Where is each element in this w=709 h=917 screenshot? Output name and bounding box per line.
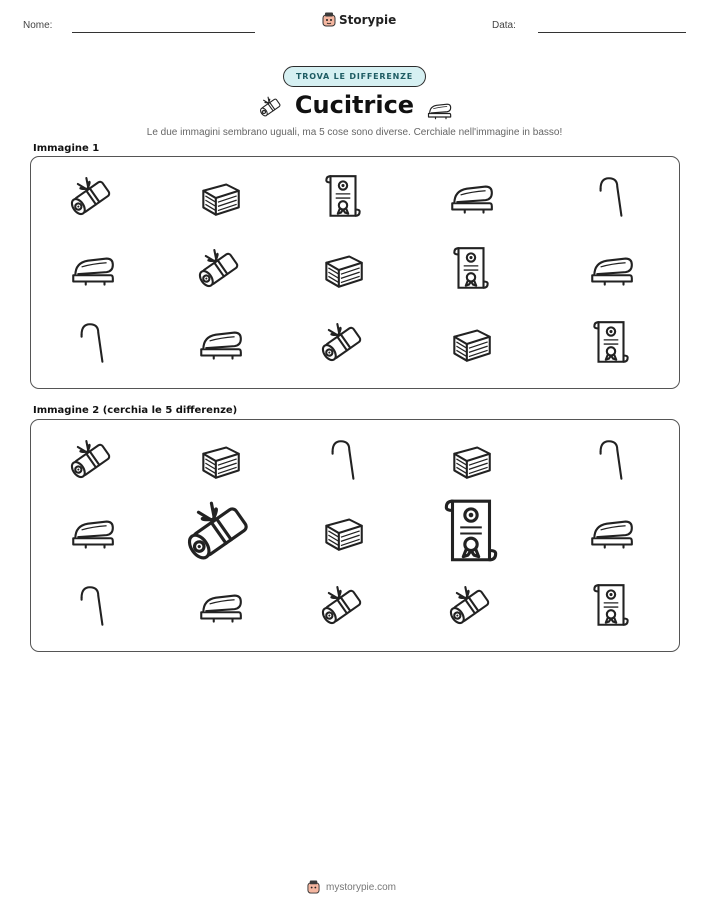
book-stack-icon[interactable] xyxy=(318,507,368,557)
stapler-icon xyxy=(586,244,636,294)
page-title: Cucitrice xyxy=(294,91,415,119)
diploma-scroll-icon xyxy=(195,244,245,294)
footer xyxy=(307,880,396,895)
cane-icon[interactable] xyxy=(318,435,368,485)
instructions: Le due immagini sembrano uguali, ma 5 cose sono diverse. Cerchiale nell'immagine in basso! xyxy=(146,127,563,138)
activity-badge: TROVA LE DIFFERENZE xyxy=(283,66,426,87)
image-1-panel xyxy=(30,156,680,389)
panel-1-label: Immagine 1 xyxy=(33,143,100,154)
diploma-scroll-icon[interactable] xyxy=(67,435,117,485)
book-stack-icon xyxy=(195,172,245,222)
title-diploma-scroll-icon xyxy=(258,94,284,124)
book-stack-icon[interactable] xyxy=(446,435,496,485)
name-label: Nome: xyxy=(23,20,53,31)
name-line[interactable] xyxy=(72,32,255,33)
diploma-scroll-icon[interactable] xyxy=(446,581,496,631)
date-line[interactable] xyxy=(538,32,686,33)
book-stack-icon xyxy=(318,244,368,294)
stapler-icon[interactable] xyxy=(67,507,117,557)
certificate-icon xyxy=(318,172,368,222)
date-label: Data: xyxy=(492,20,516,31)
book-stack-icon[interactable] xyxy=(195,435,245,485)
cane-icon[interactable] xyxy=(586,435,636,485)
cane-icon xyxy=(67,318,117,368)
stapler-icon xyxy=(446,172,496,222)
certificate-icon[interactable] xyxy=(434,495,508,569)
footer-url[interactable]: mystorypie.com xyxy=(326,882,397,893)
diploma-scroll-icon xyxy=(318,318,368,368)
stapler-icon xyxy=(195,318,245,368)
certificate-icon xyxy=(586,318,636,368)
storypie-logo xyxy=(322,12,396,28)
brand-name: Storypie xyxy=(339,13,397,27)
diploma-scroll-icon[interactable] xyxy=(182,494,258,570)
book-stack-icon xyxy=(446,318,496,368)
certificate-icon xyxy=(446,244,496,294)
storypie-mascot-icon xyxy=(322,12,336,28)
stapler-icon xyxy=(67,244,117,294)
diploma-scroll-icon xyxy=(67,172,117,222)
title-stapler-icon xyxy=(425,96,453,128)
diploma-scroll-icon[interactable] xyxy=(318,581,368,631)
cane-icon xyxy=(586,172,636,222)
image-2-panel[interactable] xyxy=(30,419,680,652)
stapler-icon[interactable] xyxy=(586,507,636,557)
storypie-mascot-icon xyxy=(307,880,320,895)
cane-icon[interactable] xyxy=(67,581,117,631)
panel-2-label: Immagine 2 (cerchia le 5 differenze) xyxy=(33,405,238,416)
certificate-icon[interactable] xyxy=(586,581,636,631)
stapler-icon[interactable] xyxy=(195,581,245,631)
